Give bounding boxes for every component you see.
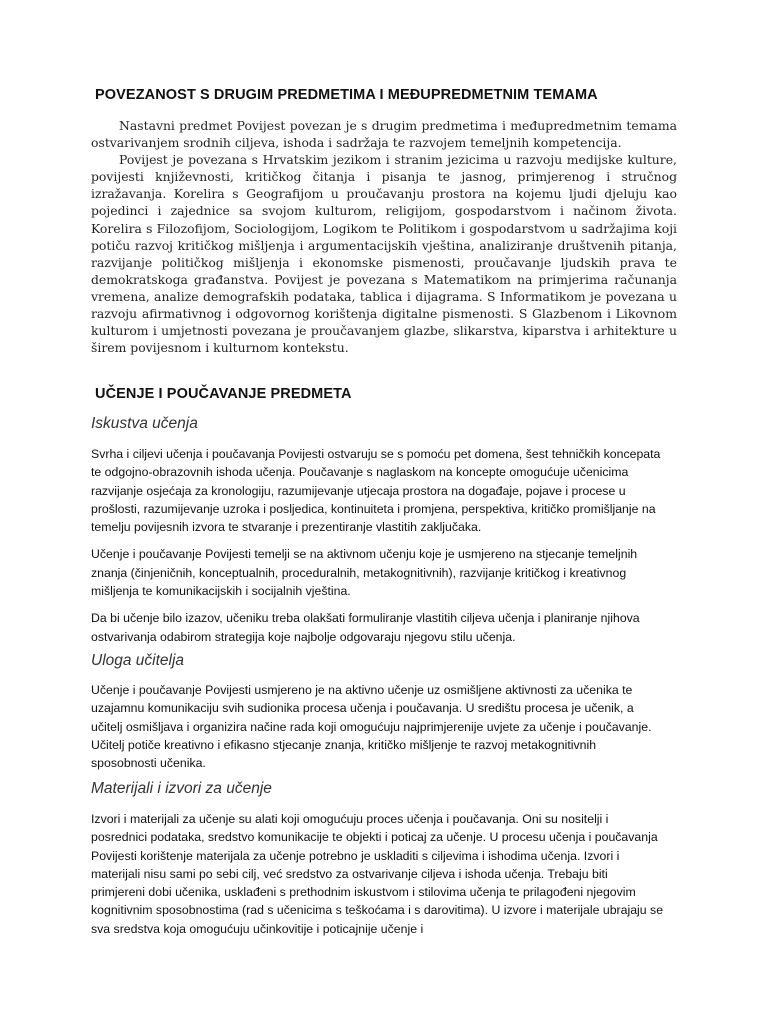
section-title-ucenje: UČENJE I POUČAVANJE PREDMETA bbox=[95, 386, 352, 402]
subsection-title-uloga: Uloga učitelja bbox=[91, 652, 185, 669]
paragraph: Učenje i poučavanje Povijesti temelji se na aktivnom učenju koje je usmjereno na stjecanje temeljnih znanja (činjeničnih, konceptualnih, proceduralnih, metakognitivnih), razvijanje kritičkog i kreativnog mišljenja te komunikacijskih i socijalnih vještina. bbox=[91, 547, 638, 599]
paragraph: Izvori i materijali za učenje su alati koji omogućuju proces učenja i poučavanja. Oni su nositelji i posrednici podataka, sredstvo komunikacije te objekti i poticaj za učenje. U procesu učenja i poučavanja Povijesti korištenje materijala za učenje potrebno je uskladiti s ciljevima i ishodima učenja. Izvori i materijali nisu sami po sebi cilj, već sredstvo za ostvarivanje ciljeva i ishoda učenja. Trebaju biti primjereni dobi učenika, usklađeni s prethodnim iskustvom i stilovima učenja te prilagođeni njegovim kognitivnim sposobnostima (rad s učenicima s teškoćama i s darovitima). U izvore i materijale ubrajaju se sva sredstva koja omogućuju učinkovitije i poticajnije učenje i bbox=[91, 812, 664, 936]
section-body-povezanost bbox=[91, 117, 677, 356]
subsection-body-materijali bbox=[91, 810, 665, 938]
paragraph: Učenje i poučavanje Povijesti usmjereno je na aktivno učenje uz osmišljene aktivnosti za učenika te uzajamnu komunikaciju svih sudionika procesa učenja i poučavanja. U središtu procesa je učenik, a učitelj osmišljava i organizira načine rada koji omogućuju najprimjerenije uvjete za učenje i poučavanje. Učitelj potiče kreativno i efikasno stjecanje znanja, kritičko mišljenje te razvoj metakognitivnih sposobnosti učenika. bbox=[91, 683, 652, 771]
section-title-povezanost: POVEZANOST S DRUGIM PREDMETIMA I MEĐUPREDMETNIM TEMAMA bbox=[95, 87, 598, 103]
subsection-title-iskustva: Iskustva učenja bbox=[91, 415, 198, 432]
paragraph: Povijest je povezana s Hrvatskim jezikom i stranim jezicima u razvoju medijske kulture, povijesti književnosti, kritičkog čitanja i pisanja te jasnog, primjerenog i stručnog izražavanja. Korelira s Geografijom u proučavanju prostora na kojemu ljudi djeluju kao pojedinci i zajednice sa svojom kulturom, religijom, gospodarstvom i načinom života. Korelira s Filozofijom, Sociologijom, Logikom te Politikom i gospodarstvom u sadržajima koji potiču razvoj kritičkog mišljenja i argumentacijskih vještina, analiziranje društvenih pitanja, razvijanje političkog mišljenja i ekonomske pismenosti, proučavanje ljudskih prava te demokratskoga građanstva. Povijest je povezana s Matematikom na primjerima računanja vremena, analize demografskih podataka, tablica i dijagrama. S Informatikom je povezana u razvoju afirmativnog i odgovornog korištenja digitalne pismenosti. S Glazbenom i Likovnom kulturom i umjetnosti povezana je proučavanjem glazbe, slikarstva, kiparstva i arhitekture u širem povijesnom i kulturnom kontekstu. bbox=[91, 152, 677, 356]
paragraph: Da bi učenje bilo izazov, učeniku treba olakšati formuliranje vlastitih ciljeva učenja i planiranje njihova ostvarivanja odabirom strategija koje najbolje odgovaraju njegovu stilu učenja. bbox=[91, 611, 640, 644]
subsection-title-materijali: Materijali i izvori za učenje bbox=[91, 780, 272, 797]
paragraph: Svrha i ciljevi učenja i poučavanja Povijesti ostvaruju se s pomoću pet domena, šest tehničkih koncepata te odgojno-obrazovnih ishoda učenja. Poučavanje s naglaskom na koncepte omogućuje učenicima razvijanje osjećaja za kronologiju, razumijevanje utjecaja prostora na događaje, pojave i procese u prošlosti, razumijevanje uzroka i posljedica, kontinuiteta i promjena, perspektiva, kritičko promišljanje na temelju povijesnih izvora te stvaranje i prezentiranje vlastitih zaključaka. bbox=[91, 447, 661, 535]
subsection-body-uloga bbox=[91, 681, 665, 772]
subsection-body-iskustva bbox=[91, 445, 665, 646]
paragraph: Nastavni predmet Povijest povezan je s drugim predmetima i međupredmetnim temama ostvarivanjem srodnih ciljeva, ishoda i sadržaja te razvojem temeljnih kompetencija. bbox=[91, 118, 677, 151]
